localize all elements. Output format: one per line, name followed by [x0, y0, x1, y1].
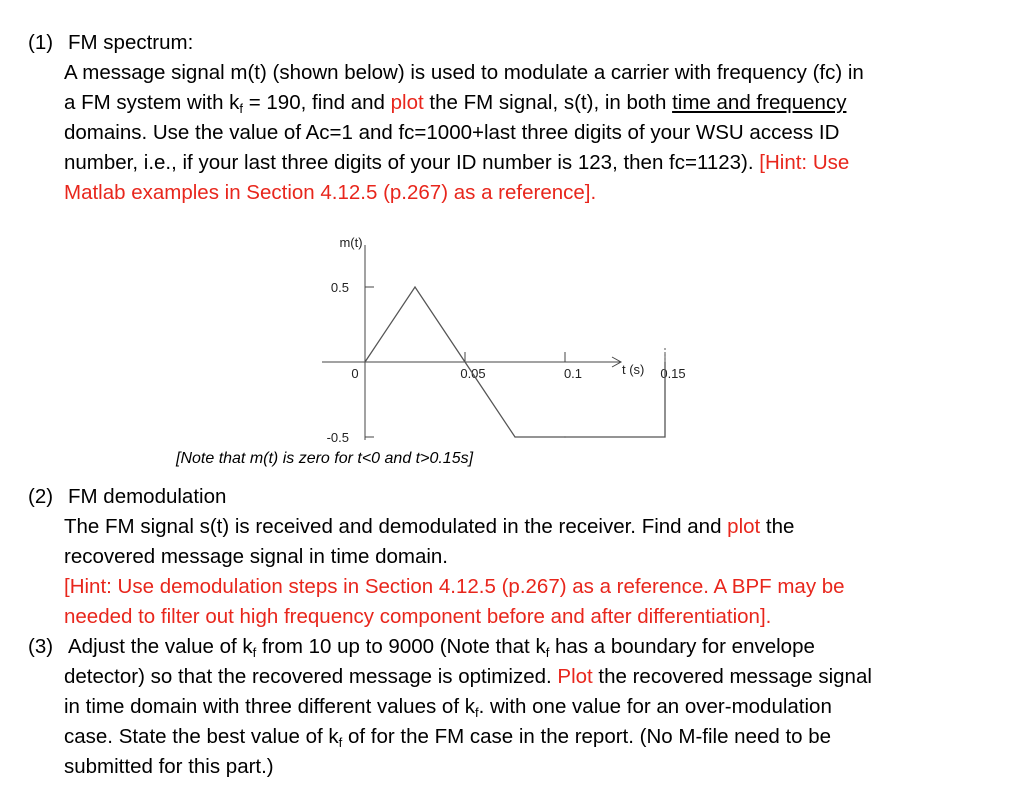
data-point — [514, 436, 515, 437]
section-3-line-5: submitted for this part.) — [64, 755, 274, 778]
x-tick-label: 0 — [351, 366, 359, 381]
section-2-line-4: needed to filter out high frequency component before and after differentiation]. — [64, 605, 772, 628]
text-run: Adjust the value of k — [68, 635, 253, 658]
text-run: the recovered message signal — [592, 665, 872, 688]
section-1-line-5: Matlab examples in Section 4.12.5 (p.267) as a reference]. — [64, 181, 597, 204]
section-1-heading — [28, 28, 193, 58]
kf-subscript: f — [239, 101, 244, 116]
data-point — [364, 361, 365, 362]
text-run: of for the FM case in the report. (No M-file need to be — [342, 725, 832, 748]
figure-note: [Note that m(t) is zero for t<0 and t>0.15s] — [176, 450, 474, 467]
text-run: The FM signal s(t) is received and demodulated in the receiver. Find and — [64, 515, 728, 538]
y-tick-label: -0.5 — [326, 430, 349, 445]
section-1-title: FM spectrum: — [68, 31, 194, 54]
text-run: case. State the best value of k — [64, 725, 339, 748]
x-tick-label: 0.1 — [563, 366, 583, 381]
text-run: in time domain with three different values of k — [64, 695, 475, 718]
kf-subscript: f — [252, 645, 257, 660]
section-2-number: (2) — [28, 485, 54, 508]
data-point — [414, 286, 415, 287]
text-run: = 190, find and — [243, 91, 391, 114]
section-2-line-1 — [64, 512, 794, 542]
text-run: a FM system with k — [64, 91, 240, 114]
data-point — [564, 436, 565, 437]
section-2-heading — [28, 482, 226, 512]
kf-subscript: f — [545, 645, 550, 660]
section-2-line-2: recovered message signal in time domain. — [64, 545, 448, 568]
section-2-line-3: [Hint: Use demodulation steps in Section 4.12.5 (p.267) as a reference. A BPF may be — [64, 575, 845, 598]
message-signal-chart — [160, 225, 686, 445]
x-tick-label: 0.05 — [460, 366, 486, 381]
y-tick-label: 0.5 — [330, 280, 349, 295]
plot-keyword: plot — [727, 515, 761, 538]
x-axis-label: t (s) — [622, 362, 645, 377]
section-3-number: (3) — [28, 635, 54, 658]
hint-text: [Hint: Use — [759, 151, 850, 174]
text-run: from 10 up to 9000 (Note that k — [256, 635, 546, 658]
y-axis-label: m(t) — [339, 235, 363, 250]
section-2-title: FM demodulation — [68, 485, 227, 508]
text-run: the FM signal, s(t), in both — [423, 91, 673, 114]
section-1-line-4 — [64, 148, 849, 178]
plot-keyword: plot — [390, 91, 424, 114]
section-1-number: (1) — [28, 31, 54, 54]
plot-keyword: Plot — [557, 665, 593, 688]
section-3-line-2 — [64, 662, 872, 692]
data-point — [664, 436, 665, 437]
x-tick-label: 0.15 — [660, 366, 686, 381]
text-run: has a boundary for envelope — [549, 635, 815, 658]
kf-subscript: f — [474, 705, 479, 720]
text-run: number, i.e., if your last three digits of your ID number is 123, then fc=1123). — [64, 151, 760, 174]
section-1-line-1: A message signal m(t) (shown below) is used to modulate a carrier with frequency (fc) in — [64, 61, 864, 84]
section-1-line-3: domains. Use the value of Ac=1 and fc=1000+last three digits of your WSU access ID — [64, 121, 840, 144]
text-run: . with one value for an over-modulation — [478, 695, 832, 718]
underlined-phrase: time and frequency — [672, 91, 847, 114]
text-run: the — [760, 515, 795, 538]
text-run: detector) so that the recovered message is optimized. — [64, 665, 558, 688]
kf-subscript: f — [338, 735, 343, 750]
data-point — [664, 361, 665, 362]
